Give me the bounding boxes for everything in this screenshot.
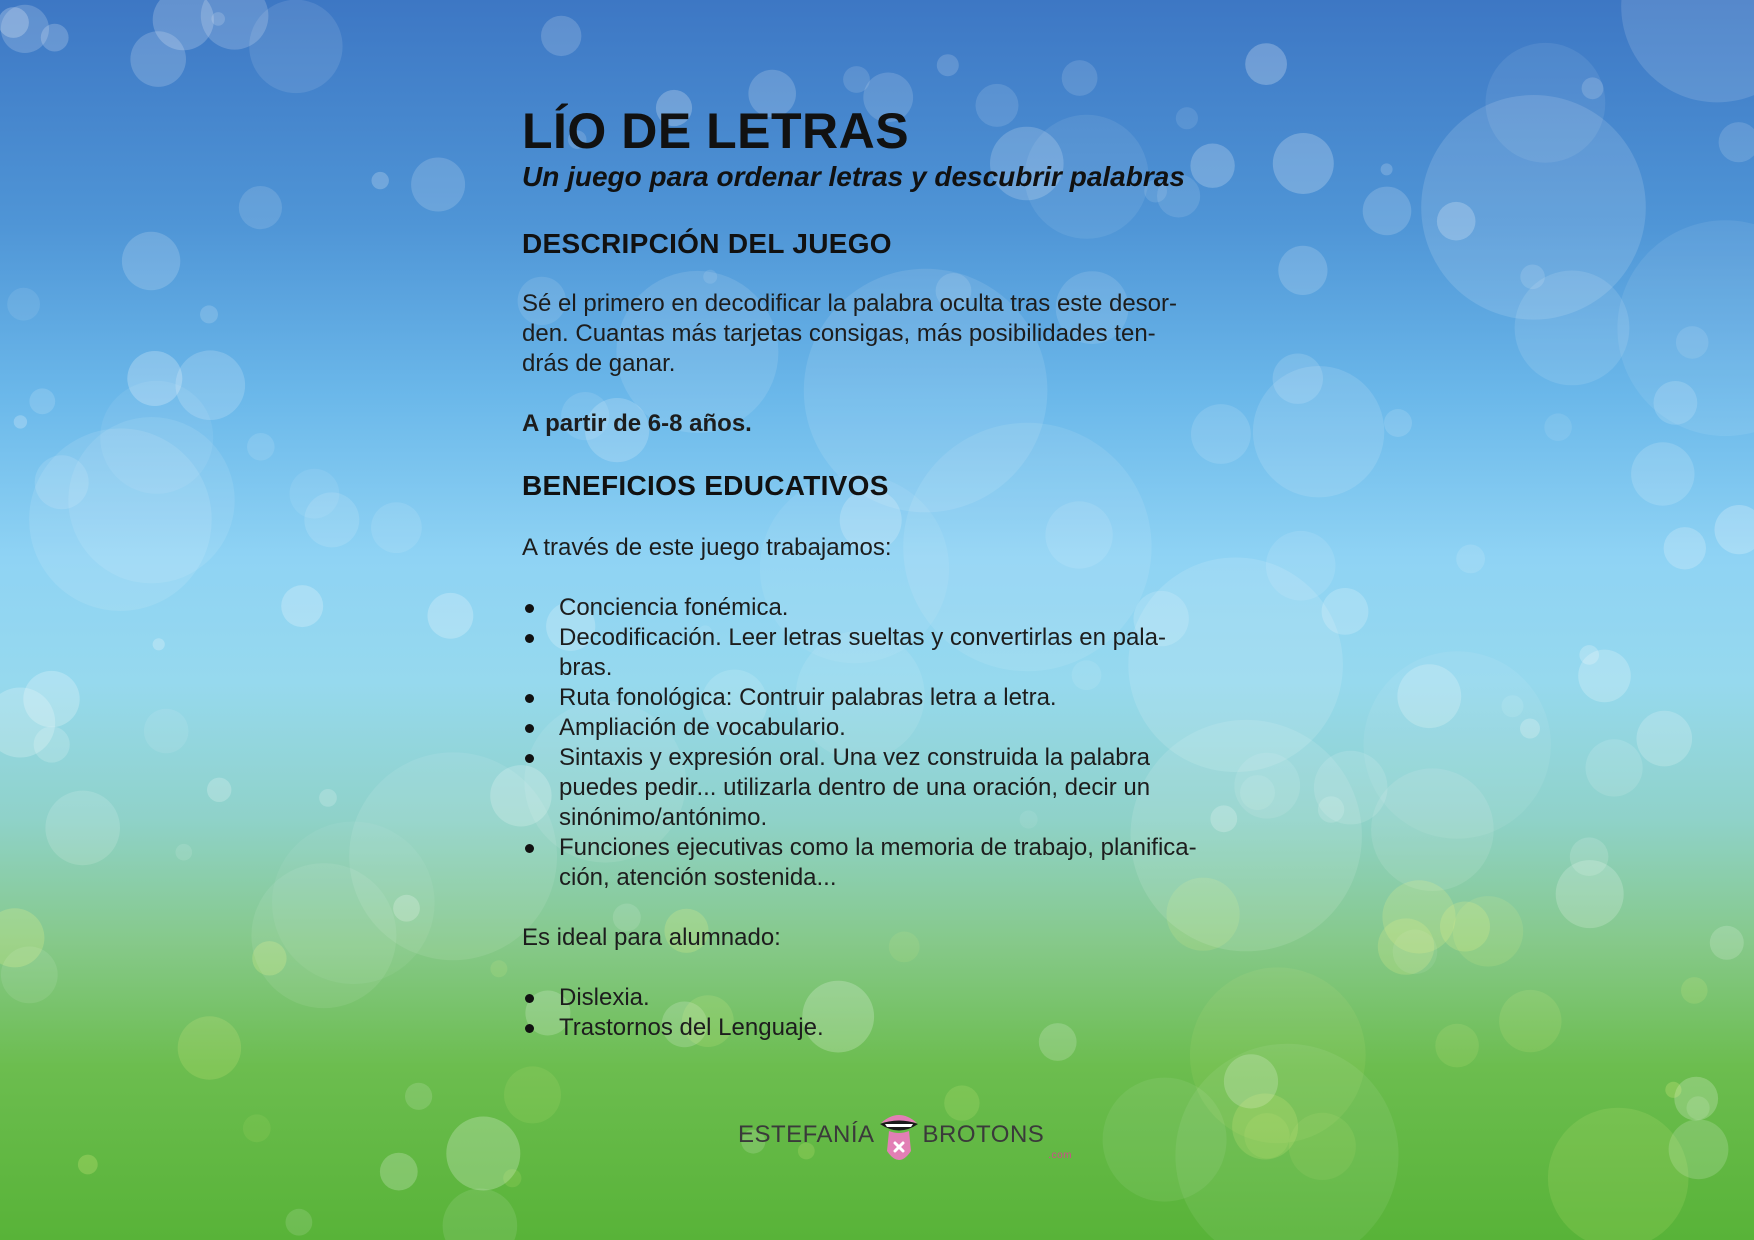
ideal-item <box>522 983 1242 1013</box>
bokeh-circle <box>176 350 246 420</box>
bokeh-circle <box>319 789 337 807</box>
benefit-item-line: bras. <box>559 654 613 681</box>
bokeh-circle <box>45 791 120 866</box>
section-heading-benefits: BENEFICIOS EDUCATIVOS <box>522 470 889 501</box>
benefit-item-line: Conciencia fonémica. <box>559 594 789 621</box>
page-subtitle: Un juego para ordenar letras y descubrir palabras <box>522 161 1185 192</box>
bokeh-circle <box>290 469 340 519</box>
bokeh-circle <box>1586 739 1643 796</box>
benefit-item <box>522 743 1242 833</box>
bokeh-circle <box>1381 163 1393 175</box>
benefit-item-line: Decodificación. Leer letras sueltas y convertirlas en pala- <box>559 624 1166 651</box>
bokeh-circle <box>380 1153 418 1191</box>
bokeh-circle <box>1578 650 1631 703</box>
bokeh-circle <box>1435 1024 1479 1068</box>
bokeh-circle <box>937 54 959 76</box>
bokeh-circle <box>1364 651 1551 838</box>
bokeh-circle <box>443 1189 518 1240</box>
bokeh-circle <box>122 232 180 290</box>
age-range: A partir de 6-8 años. <box>522 410 752 437</box>
bokeh-circle <box>239 186 282 229</box>
benefits-list <box>522 593 1242 893</box>
bokeh-circle <box>29 428 212 611</box>
bokeh-circle <box>1382 880 1455 953</box>
benefit-item-line: ción, atención sostenida... <box>559 864 837 891</box>
bokeh-circle <box>200 305 218 323</box>
benefit-item-line: puedes pedir... utilizarla dentro de una oración, decir un <box>559 774 1151 801</box>
bokeh-circle <box>153 638 165 650</box>
bokeh-circle <box>1681 977 1708 1004</box>
benefit-item-line: sinónimo/antónimo. <box>559 804 768 831</box>
bokeh-circle <box>1544 413 1572 441</box>
benefit-item <box>522 623 1242 683</box>
bullet-icon <box>525 694 534 703</box>
bokeh-circle <box>78 1155 98 1175</box>
bokeh-circle <box>503 1169 521 1187</box>
benefit-item <box>522 593 1242 623</box>
bokeh-circle <box>1456 545 1485 574</box>
bokeh-circle <box>428 593 474 639</box>
benefit-item-line: Ampliación de vocabulario. <box>559 714 846 741</box>
bokeh-circle <box>1715 505 1754 554</box>
bokeh-circle <box>1 5 49 53</box>
bokeh-circle <box>29 388 55 414</box>
bokeh-circle <box>1710 926 1744 960</box>
page-title: LÍO DE LETRAS <box>522 103 910 159</box>
bullet-icon <box>525 634 534 643</box>
description-line: drás de ganar. <box>522 350 676 377</box>
bokeh-circle <box>176 844 193 861</box>
bokeh-circle <box>1582 77 1604 99</box>
bokeh-circle <box>247 433 275 461</box>
ideal-item-line: Trastornos del Lenguaje. <box>559 1014 824 1041</box>
logo-text-right: BROTONS <box>922 1121 1045 1148</box>
bullet-icon <box>525 754 534 763</box>
bokeh-circle <box>843 66 870 93</box>
bokeh-circle <box>1621 0 1754 102</box>
bokeh-circle <box>144 709 189 754</box>
benefit-item <box>522 833 1242 893</box>
bokeh-circle <box>1245 43 1287 85</box>
description-line: den. Cuantas más tarjetas consigas, más posibilidades ten- <box>522 320 1156 347</box>
bokeh-circle <box>1637 711 1693 767</box>
bokeh-circle <box>405 1083 432 1110</box>
bokeh-circle <box>1687 1096 1710 1119</box>
benefit-item <box>522 683 1242 713</box>
benefit-item <box>522 713 1242 743</box>
bokeh-circle <box>1499 990 1561 1052</box>
bokeh-circle <box>372 172 389 189</box>
bullet-icon <box>525 844 534 853</box>
ideal-item-line: Dislexia. <box>559 984 650 1011</box>
bokeh-circle <box>1232 1094 1298 1160</box>
bokeh-circle <box>243 1114 271 1142</box>
bokeh-circle <box>1273 133 1334 194</box>
mouth-tongue-icon <box>877 1107 921 1167</box>
description-line: Sé el primero en decodificar la palabra oculta tras este desor- <box>522 290 1178 317</box>
bokeh-circle <box>41 24 69 52</box>
bokeh-circle <box>371 502 422 553</box>
bokeh-circle <box>1520 265 1545 290</box>
section-heading-description: DESCRIPCIÓN DEL JUEGO <box>522 228 892 259</box>
logo-suffix: .com <box>1048 1150 1072 1161</box>
bokeh-circle <box>1719 122 1754 162</box>
bokeh-circle <box>411 158 465 212</box>
bokeh-circle <box>1322 588 1369 635</box>
benefit-item-line: Funciones ejecutivas como la memoria de trabajo, planifica- <box>559 834 1197 861</box>
bokeh-circle <box>14 415 27 428</box>
bullet-icon <box>525 994 534 1003</box>
document-body <box>522 100 1242 1043</box>
ideal-item <box>522 1013 1242 1043</box>
bullet-icon <box>525 604 534 613</box>
brand-logo <box>738 1105 1072 1165</box>
bokeh-circle <box>1314 751 1388 825</box>
ideal-intro: Es ideal para alumnado: <box>522 924 781 951</box>
bullet-icon <box>525 1024 534 1033</box>
bokeh-circle <box>1062 60 1098 96</box>
bokeh-circle <box>1665 1082 1681 1098</box>
ideal-for-list <box>522 983 1242 1043</box>
description-paragraph <box>522 289 1242 379</box>
bokeh-circle <box>1278 246 1327 295</box>
benefit-item-line: Sintaxis y expresión oral. Una vez construida la palabra <box>559 744 1150 771</box>
bokeh-circle <box>1664 527 1706 569</box>
benefit-item-line: Ruta fonológica: Contruir palabras letra a letra. <box>559 684 1057 711</box>
bokeh-circle <box>490 960 507 977</box>
bokeh-circle <box>504 1066 561 1123</box>
bokeh-circle <box>1384 409 1412 437</box>
bokeh-circle <box>286 1209 313 1236</box>
bokeh-circle <box>178 1016 241 1079</box>
logo-text-left: ESTEFANÍA <box>738 1121 875 1148</box>
bokeh-circle <box>1 947 58 1004</box>
benefits-intro: A través de este juego trabajamos: <box>522 534 892 561</box>
bokeh-circle <box>1556 860 1624 928</box>
bokeh-circle <box>7 288 40 321</box>
bokeh-circle <box>207 778 231 802</box>
bullet-icon <box>525 724 534 733</box>
bokeh-circle <box>541 16 581 56</box>
bokeh-circle <box>1253 366 1384 497</box>
bokeh-circle <box>1617 220 1754 436</box>
bokeh-circle <box>1548 1108 1689 1240</box>
bokeh-circle <box>1631 442 1694 505</box>
bokeh-circle <box>1363 187 1412 236</box>
bokeh-circle <box>281 585 323 627</box>
